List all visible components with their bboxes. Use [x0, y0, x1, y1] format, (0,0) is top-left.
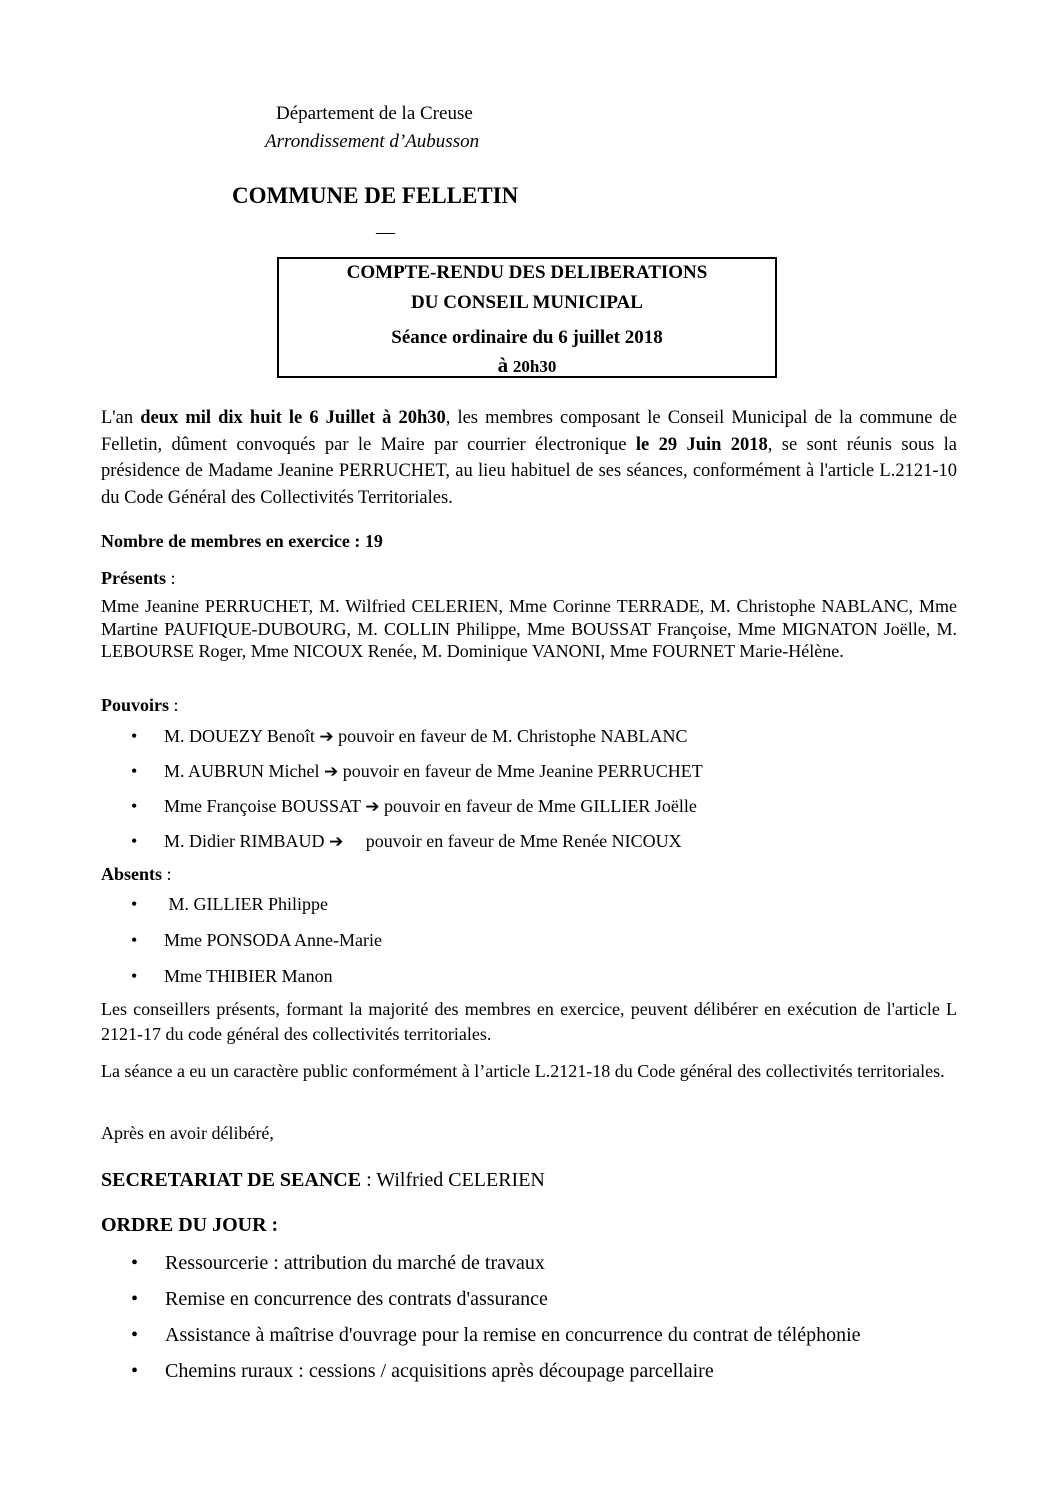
- absents-heading: [101, 864, 172, 885]
- department-name: Département de la Creuse: [276, 103, 473, 124]
- pouvoir-text: [164, 726, 688, 747]
- absent-name: M. GILLIER Philippe: [164, 894, 328, 914]
- pouvoir-from: M. AUBRUN Michel: [164, 761, 325, 781]
- presents-label: Présents: [101, 568, 166, 588]
- agenda-item: Ressourcerie : attribution du marché de travaux: [165, 1252, 545, 1274]
- pouvoirs-heading: [101, 695, 179, 716]
- agenda-item: Assistance à maîtrise d'ouvrage pour la remise en concurrence du contrat de téléphonie: [165, 1324, 861, 1346]
- pouvoir-text: [164, 761, 703, 782]
- absents-colon: :: [162, 864, 172, 884]
- secretariat-name: : Wilfried CELERIEN: [361, 1169, 545, 1191]
- secretariat-label: SECRETARIAT DE SEANCE: [101, 1169, 362, 1191]
- session-date: Séance ordinaire du 6 juillet 2018: [391, 327, 663, 348]
- arrow-right-icon: ➔: [365, 797, 380, 817]
- intro-text-3: , se sont réunis sous la présidence de Madame Jeanine PERRUCHET, au lieu habituel de ses séances, conformément à l'article L.2121-10 du Code Général des Collectivités Territoriales.: [101, 434, 957, 508]
- presents-colon: :: [165, 568, 176, 588]
- arrow-right-icon: ➔: [329, 832, 344, 852]
- pouvoir-from: Mme Françoise BOUSSAT: [164, 796, 366, 816]
- bullet: •: [131, 1252, 139, 1274]
- report-title-line-2: DU CONSEIL MUNICIPAL: [411, 292, 643, 313]
- report-title-line-1: COMPTE-RENDU DES DELIBERATIONS: [346, 262, 708, 283]
- presents-heading: [101, 568, 176, 589]
- pouvoir-from: M. Didier RIMBAUD: [164, 831, 329, 851]
- pouvoir-from: M. DOUEZY Benoît: [164, 726, 320, 746]
- bullet: •: [131, 1324, 139, 1346]
- pouvoir-to: pouvoir en faveur de Mme Jeanine PERRUCHET: [338, 761, 703, 781]
- deliberation-paragraph: Après en avoir délibéré,: [101, 1123, 274, 1143]
- bullet: •: [131, 831, 138, 851]
- pouvoir-to: pouvoir en faveur de Mme Renée NICOUX: [343, 831, 682, 851]
- bullet: •: [131, 1360, 139, 1382]
- absents-label: Absents: [101, 864, 163, 884]
- absent-name: Mme THIBIER Manon: [164, 966, 333, 986]
- intro-paragraph: [101, 405, 957, 511]
- pouvoirs-colon: :: [169, 695, 179, 715]
- intro-date-bold: deux mil dix huit le 6 Juillet à 20h30: [140, 408, 446, 428]
- title-dash: —: [376, 222, 395, 243]
- intro-text-1: L'an: [101, 408, 141, 428]
- bullet: •: [131, 796, 138, 816]
- bullet: •: [131, 726, 138, 746]
- pouvoir-to: pouvoir en faveur de Mme GILLIER Joëlle: [379, 796, 697, 816]
- bullet: •: [131, 761, 138, 781]
- agenda-heading: ORDRE DU JOUR :: [101, 1214, 279, 1236]
- bullet: •: [131, 966, 138, 986]
- secretariat-line: [101, 1169, 545, 1192]
- members-count: Nombre de membres en exercice : 19: [101, 531, 383, 551]
- agenda-item: Remise en concurrence des contrats d'assurance: [165, 1288, 548, 1310]
- session-time-prefix: à: [497, 353, 509, 377]
- intro-text-2: , les membres composant le Conseil Municipal de la commune de Felletin, dûment convoqués par le Maire par courrier électronique: [101, 408, 957, 455]
- arrow-right-icon: ➔: [324, 762, 339, 782]
- arrondissement-name: Arrondissement d’Aubusson: [265, 131, 480, 152]
- presents-list: Mme Jeanine PERRUCHET, M. Wilfried CELERIEN, Mme Corinne TERRADE, M. Christophe NABLANC, Mme Martine PAUFIQUE-DUBOURG, M. COLLIN Philippe, Mme BOUSSAT Françoise, Mme MIGNATON Joëlle, M. LEBOURSE Roger, Mme NICOUX Renée, M. Dominique VANONI, Mme FOURNET Marie-Hélène.: [101, 596, 957, 661]
- pouvoirs-label: Pouvoirs: [101, 695, 170, 715]
- pouvoir-text: [164, 796, 697, 817]
- session-time-value: 20h30: [512, 357, 557, 376]
- intro-convocation-date: le 29 Juin 2018: [635, 434, 768, 455]
- quorum-paragraph: Les conseillers présents, formant la majorité des membres en exercice, peuvent délibérer en exécution de l'article L 2121-17 du code général des collectivités territoriales.: [101, 999, 957, 1044]
- absent-name: Mme PONSODA Anne-Marie: [164, 930, 382, 950]
- pouvoir-text: [164, 831, 682, 852]
- agenda-item: Chemins ruraux : cessions / acquisitions après découpage parcellaire: [165, 1360, 714, 1382]
- arrow-right-icon: ➔: [319, 727, 334, 747]
- bullet: •: [131, 894, 138, 914]
- commune-title: COMMUNE DE FELLETIN: [232, 183, 519, 208]
- pouvoir-to: pouvoir en faveur de M. Christophe NABLANC: [333, 726, 688, 746]
- session-time: [279, 353, 775, 378]
- report-title-box: [277, 257, 777, 378]
- public-session-paragraph: La séance a eu un caractère public conformément à l’article L.2121-18 du Code général des collectivités territoriales.: [101, 1061, 945, 1081]
- bullet: •: [131, 1288, 139, 1310]
- bullet: •: [131, 930, 138, 950]
